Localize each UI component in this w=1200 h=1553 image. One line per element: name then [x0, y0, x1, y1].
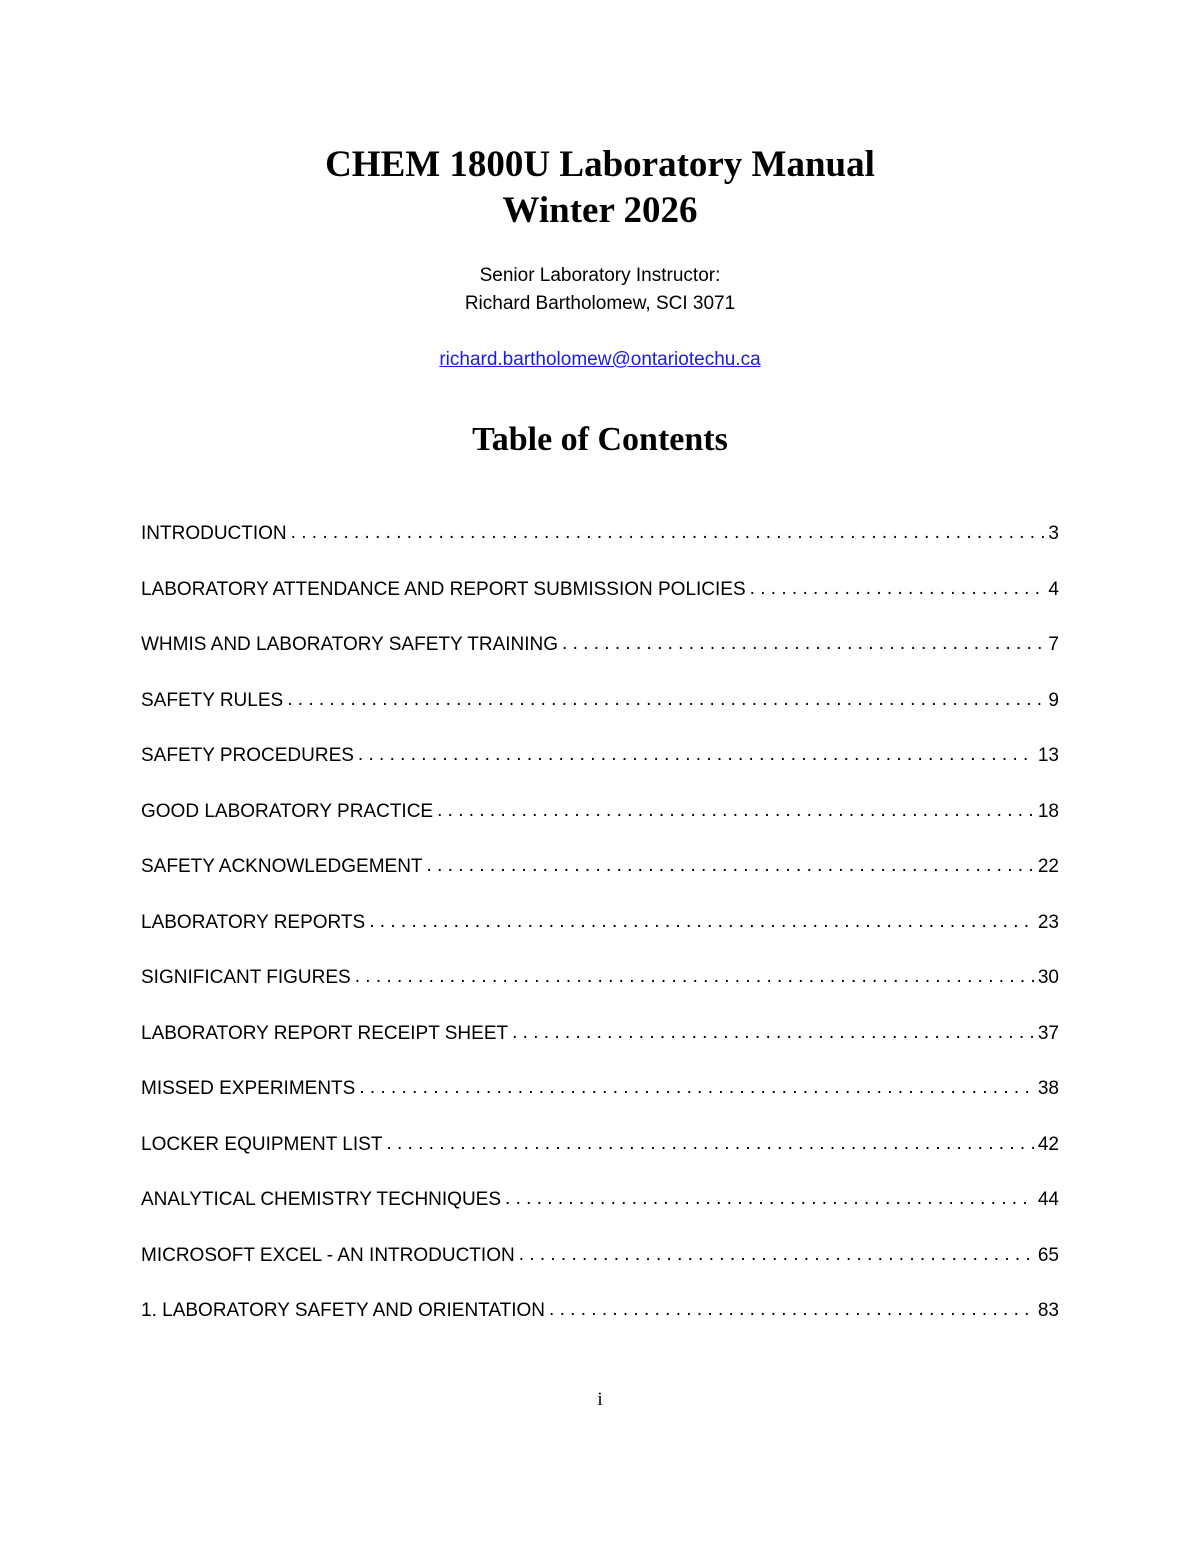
toc-dot-leader — [562, 630, 1044, 658]
toc-entry-title: SAFETY ACKNOWLEDGEMENT — [141, 856, 423, 877]
toc-dot-leader — [291, 519, 1045, 547]
instructor-info — [0, 262, 1200, 318]
toc-entry-title: LOCKER EQUIPMENT LIST — [141, 1133, 383, 1155]
instructor-name-room: Richard Bartholomew, SCI 3071 — [464, 293, 736, 314]
toc-entry-title: MISSED EXPERIMENTS — [141, 1078, 356, 1099]
toc-entry-page: 13 — [1037, 745, 1059, 766]
page-number: i — [597, 1389, 603, 1410]
toc-entry-page: 9 — [1048, 689, 1059, 711]
toc-dot-leader — [549, 1296, 1034, 1324]
toc-entry-title: GOOD LABORATORY PRACTICE — [141, 800, 434, 822]
toc-entry[interactable] — [141, 1075, 1059, 1131]
toc-entry-title: INTRODUCTION — [141, 523, 287, 544]
instructor-email-link[interactable]: richard.bartholomew@ontariotechu.ca — [439, 349, 761, 370]
toc-link[interactable] — [141, 631, 1059, 659]
toc-entry-title: LABORATORY ATTENDANCE AND REPORT SUBMISSION POLICIES — [141, 578, 746, 600]
document-title — [0, 142, 1200, 234]
toc-dot-leader — [519, 1241, 1034, 1269]
toc-link[interactable] — [141, 964, 1059, 992]
toc-dot-leader — [369, 908, 1034, 936]
toc-entry[interactable] — [141, 964, 1059, 1020]
toc-entry-title: WHMIS AND LABORATORY SAFETY TRAINING — [141, 634, 559, 655]
toc-entry[interactable] — [141, 631, 1059, 687]
toc-link[interactable] — [141, 576, 1059, 604]
toc-entry-page: 3 — [1048, 523, 1059, 544]
toc-dot-leader — [386, 1130, 1033, 1158]
toc-link[interactable] — [141, 1297, 1059, 1325]
toc-entry-title: SIGNIFICANT FIGURES — [141, 967, 351, 988]
instructor-email-line — [0, 346, 1200, 374]
toc-dot-leader — [358, 741, 1034, 769]
toc-dot-leader — [437, 797, 1034, 825]
title-course: CHEM 1800U Laboratory Manual — [325, 144, 875, 185]
toc-entry-page: 38 — [1037, 1078, 1059, 1099]
toc-entry[interactable] — [141, 742, 1059, 798]
toc-entry-page: 83 — [1037, 1300, 1059, 1321]
toc-entry-page: 42 — [1037, 1133, 1059, 1155]
toc-entry[interactable] — [141, 1242, 1059, 1298]
toc-entry-page: 30 — [1037, 967, 1059, 988]
toc-entry-page: 23 — [1037, 911, 1059, 933]
toc-link[interactable] — [141, 1020, 1059, 1048]
toc-entry-title: 1. LABORATORY SAFETY AND ORIENTATION — [141, 1300, 546, 1321]
toc-link[interactable] — [141, 798, 1059, 826]
toc-link[interactable] — [141, 1242, 1059, 1270]
toc-entry-title: LABORATORY REPORT RECEIPT SHEET — [141, 1022, 509, 1044]
toc-entry-title: MICROSOFT EXCEL - AN INTRODUCTION — [141, 1244, 515, 1266]
toc-entry[interactable] — [141, 576, 1059, 632]
toc-entry[interactable] — [141, 853, 1059, 909]
toc-link[interactable] — [141, 909, 1059, 937]
toc-entry-title: SAFETY RULES — [141, 689, 284, 711]
title-term: Winter 2026 — [502, 190, 698, 231]
toc-entry-title: LABORATORY REPORTS — [141, 911, 366, 933]
toc-entry-page: 22 — [1037, 856, 1059, 877]
toc-link[interactable] — [141, 687, 1059, 715]
toc-dot-leader — [359, 1074, 1034, 1102]
toc-entry-page: 37 — [1037, 1022, 1059, 1044]
toc-entry[interactable] — [141, 1186, 1059, 1242]
toc-link[interactable] — [141, 853, 1059, 881]
table-of-contents — [141, 520, 1059, 1353]
toc-dot-leader — [512, 1019, 1034, 1047]
toc-heading: Table of Contents — [472, 421, 728, 458]
toc-entry[interactable] — [141, 909, 1059, 965]
toc-entry[interactable] — [141, 687, 1059, 743]
toc-entry-title: ANALYTICAL CHEMISTRY TECHNIQUES — [141, 1189, 502, 1210]
toc-link[interactable] — [141, 1186, 1059, 1214]
toc-link[interactable] — [141, 742, 1059, 770]
toc-dot-leader — [505, 1185, 1034, 1213]
toc-dot-leader — [355, 963, 1034, 991]
toc-entry[interactable] — [141, 520, 1059, 576]
toc-link[interactable] — [141, 1131, 1059, 1159]
toc-link[interactable] — [141, 520, 1059, 548]
toc-entry-page: 44 — [1037, 1189, 1059, 1210]
toc-dot-leader — [750, 575, 1045, 603]
instructor-role: Senior Laboratory Instructor: — [479, 265, 721, 286]
toc-entry-page: 18 — [1037, 800, 1059, 822]
toc-entry-page: 4 — [1048, 578, 1059, 600]
toc-entry[interactable] — [141, 798, 1059, 854]
toc-entry-title: SAFETY PROCEDURES — [141, 745, 354, 766]
toc-entry-page: 65 — [1037, 1244, 1059, 1266]
toc-link[interactable] — [141, 1075, 1059, 1103]
toc-entry[interactable] — [141, 1020, 1059, 1076]
toc-entry-page: 7 — [1048, 634, 1059, 655]
toc-dot-leader — [287, 686, 1044, 714]
toc-dot-leader — [427, 852, 1034, 880]
toc-entry[interactable] — [141, 1131, 1059, 1187]
toc-entry[interactable] — [141, 1297, 1059, 1353]
